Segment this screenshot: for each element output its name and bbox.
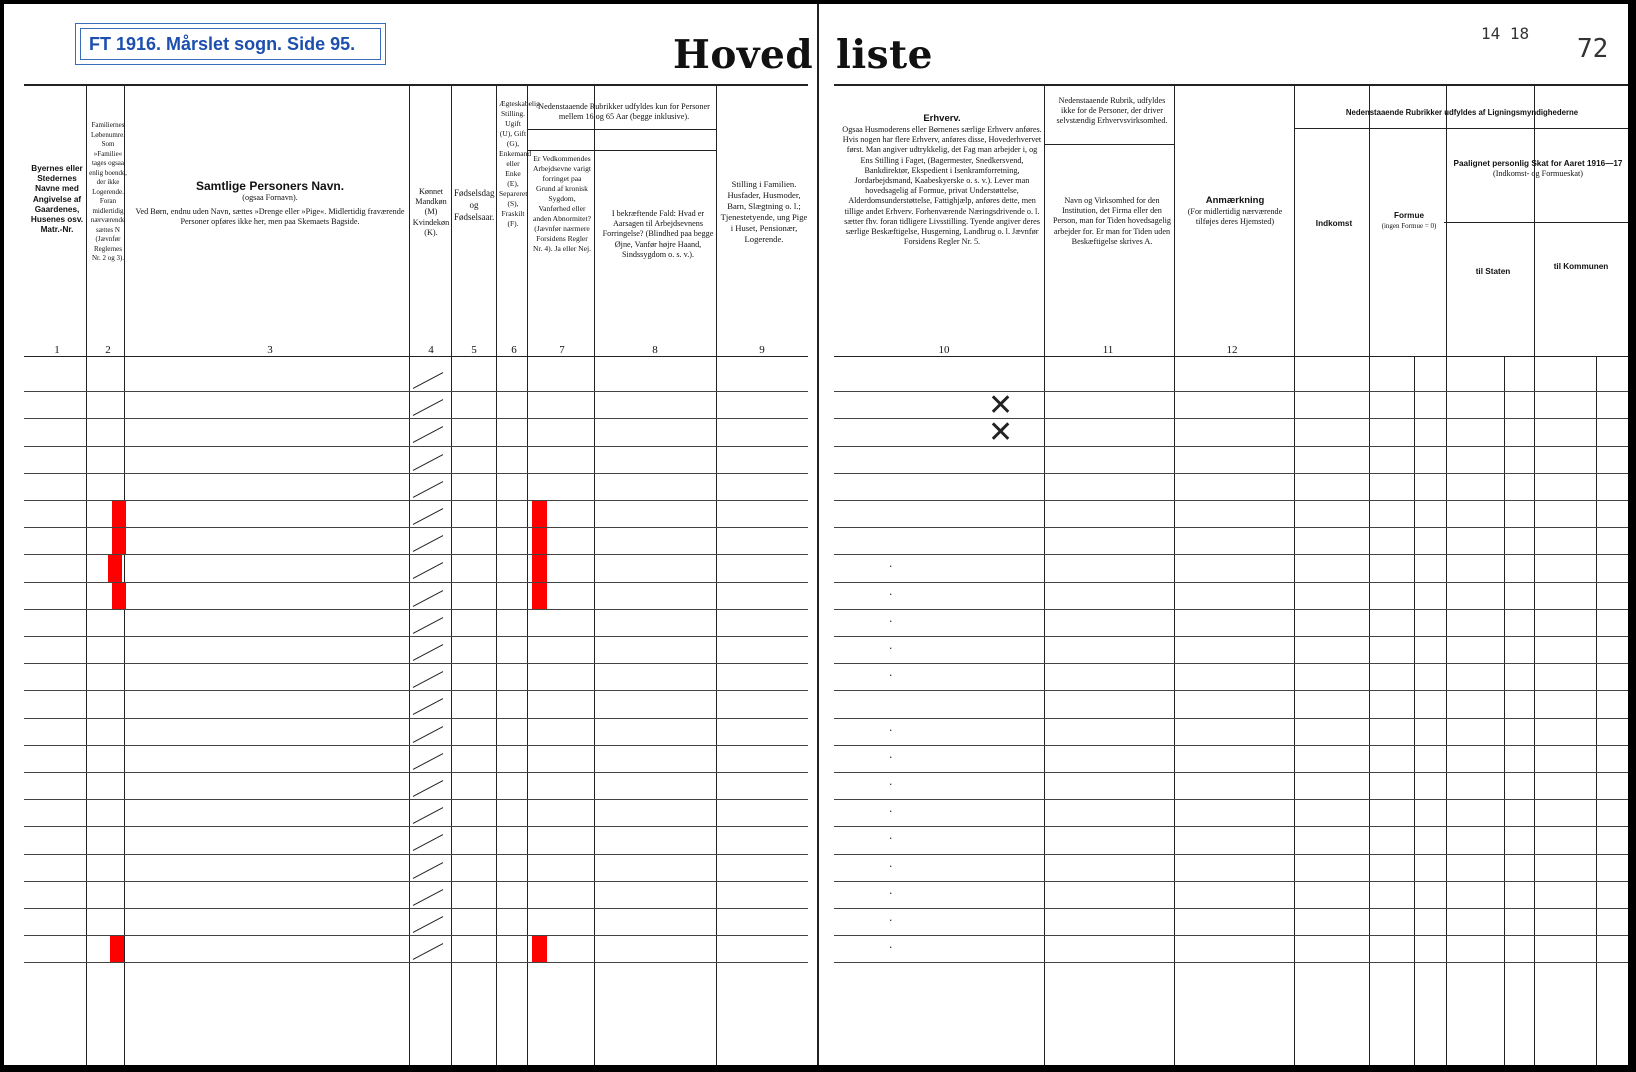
page-mark-small: 14 18 [1481, 24, 1530, 43]
row-rule [834, 636, 1628, 637]
row-rule [834, 554, 1628, 555]
row-rule [24, 582, 808, 583]
row-rule [834, 718, 1628, 719]
sex-stroke [413, 834, 443, 851]
column-number: 12 [1226, 344, 1238, 356]
row-rule [834, 826, 1628, 827]
row-rule [834, 690, 1628, 691]
row-rule [834, 745, 1628, 746]
header-col2: Familiernes Løbenumre. Som »Familie« tages ogsaa enlig boende, der ikke Logerende. Foran midlertidig nærværende sættes N (Jævnfør Reglernes Nr. 2 og 3). [89, 121, 127, 262]
sex-stroke [413, 481, 443, 498]
rule-line [834, 356, 1628, 357]
ditto-dots: · [889, 832, 893, 846]
row-rule [24, 690, 808, 691]
column-rule [1596, 356, 1597, 1065]
row-rule [24, 772, 808, 773]
column-number: 1 [54, 344, 60, 356]
sex-stroke [413, 590, 443, 607]
ditto-dots: · [889, 669, 893, 683]
row-rule [834, 908, 1628, 909]
sex-stroke [413, 726, 443, 743]
sex-stroke [413, 508, 443, 525]
rule-line [834, 84, 1628, 86]
row-rule [834, 881, 1628, 882]
column-number: 8 [652, 344, 658, 356]
column-rule [1446, 86, 1447, 1065]
row-rule [24, 391, 808, 392]
header-formue: Formue (ingen Formue = 0) [1381, 211, 1437, 231]
sex-stroke [413, 943, 443, 960]
row-rule [834, 500, 1628, 501]
redaction-mark [112, 501, 126, 527]
rule-line [1294, 128, 1628, 129]
row-rule [24, 473, 808, 474]
rule-line [24, 84, 808, 86]
column-rule [1504, 356, 1505, 1065]
row-rule [834, 582, 1628, 583]
caption-box [75, 23, 386, 65]
sex-stroke [413, 862, 443, 879]
row-rule [834, 854, 1628, 855]
column-rule [1534, 86, 1535, 1065]
row-rule [24, 908, 808, 909]
sex-stroke [413, 617, 443, 634]
row-rule [834, 663, 1628, 664]
row-rule [24, 663, 808, 664]
column-rule [409, 86, 410, 1065]
ditto-dots: · [889, 886, 893, 900]
redaction-mark [532, 936, 547, 962]
header-skat: Paalignet personlig Skat for Aaret 1916—17 (Indkomst- og Formueskat) [1453, 159, 1623, 179]
sex-stroke [413, 372, 443, 389]
strike-x-mark: ✕ [988, 388, 1014, 424]
row-rule [24, 636, 808, 637]
sex-stroke [413, 807, 443, 824]
header-col12: Anmærkning (For midlertidig nærværende tilføjes deres Hjemsted) [1187, 195, 1283, 227]
column-number: 5 [471, 344, 477, 356]
column-number: 2 [105, 344, 111, 356]
sex-stroke [413, 426, 443, 443]
ditto-dots: · [889, 778, 893, 791]
column-rule [86, 86, 87, 1065]
header-col7-8-top: Nedenstaaende Rubrikker udfyldes kun for Personer mellem 16 og 65 Aar (begge inklusive). [538, 102, 710, 122]
header-col8: I bekræftende Fald: Hvad er Aarsagen til Arbejdsevnens Forringelse? (Blindhed paa begge Øjne, Vanfør højre Haand, Sindssygdom o. s. v.). [602, 209, 714, 259]
title-liste: liste [836, 32, 933, 78]
row-rule [24, 527, 808, 528]
column-number: 6 [511, 344, 517, 356]
column-number: 4 [428, 344, 434, 356]
ditto-dots: · [889, 750, 893, 764]
row-rule [834, 527, 1628, 528]
row-rule [24, 418, 808, 419]
header-col3: Samtlige Personers Navn. (ogsaa Fornavn). Ved Børn, endnu uden Navn, sættes »Drenge eller »Pige«. Midlertidig fraværende Personer opføres ikke her, men paa Skemaets Bagside. [135, 179, 405, 227]
redaction-mark [532, 555, 547, 581]
sex-stroke [413, 562, 443, 579]
header-col6: Ægteskabelig Stilling. Ugift (U), Gift (G), Enkemand eller Enke (E), Separeret (S), Fraskilt (F). [499, 99, 540, 228]
column-rule [817, 4, 819, 1065]
sex-stroke [413, 644, 443, 661]
rule-line [24, 356, 808, 357]
rule-line [1044, 144, 1174, 145]
row-rule [24, 854, 808, 855]
row-rule [834, 473, 1628, 474]
row-rule [24, 745, 808, 746]
header-tax-top: Nedenstaaende Rubrikker udfyldes af Ligningsmyndighederne [1345, 108, 1579, 117]
ditto-dots: · [889, 805, 893, 819]
ditto-dots: · [889, 614, 893, 628]
row-rule [834, 418, 1628, 419]
row-rule [24, 881, 808, 882]
header-col11: Navn og Virksomhed for den Institution, det Firma eller den Person, man for Tiden hovedsagelig arbejder for. Er man for Tiden uden Beskæftigelse skrives A. [1052, 196, 1172, 246]
column-rule [1369, 86, 1370, 1065]
sex-stroke [413, 671, 443, 688]
redaction-mark [110, 936, 124, 962]
redaction-mark [532, 583, 547, 609]
ditto-dots: · [889, 859, 893, 873]
row-rule [24, 609, 808, 610]
header-col4: Kønnet Mandkøn (M) Kvindekøn (K). [412, 187, 450, 237]
row-rule [834, 799, 1628, 800]
ditto-dots: · [889, 941, 893, 955]
redaction-mark [532, 501, 547, 527]
row-rule [24, 799, 808, 800]
header-col9: Stilling i Familien. Husfader, Husmoder, Barn, Slægtning o. l.; Tjenestetyende, ung Pige i Huset, Pensionær, Logerende. [720, 179, 808, 244]
redaction-mark [112, 583, 126, 609]
column-rule [496, 86, 497, 1065]
column-number: 9 [759, 344, 765, 356]
row-rule [24, 935, 808, 936]
row-rule [24, 962, 808, 963]
sex-stroke [413, 535, 443, 552]
column-rule [527, 86, 528, 1065]
column-rule [1044, 86, 1045, 1065]
row-rule [24, 718, 808, 719]
sex-stroke [413, 753, 443, 770]
row-rule [24, 500, 808, 501]
row-rule [834, 772, 1628, 773]
header-col11-top: Nedenstaaende Rubrik, udfyldes ikke for de Personer, der driver selvstændig Erhvervsvirksomhed. [1056, 96, 1168, 126]
row-rule [834, 935, 1628, 936]
sex-stroke [413, 889, 443, 906]
sex-stroke [413, 698, 443, 715]
sex-stroke [413, 399, 443, 416]
row-rule [24, 826, 808, 827]
column-number: 3 [267, 344, 273, 356]
redaction-mark [108, 555, 122, 581]
rule-line [527, 129, 716, 130]
sex-stroke [413, 780, 443, 797]
ditto-dots: · [889, 560, 893, 574]
column-number: 10 [938, 344, 950, 356]
census-sheet [4, 4, 1628, 1065]
column-rule [594, 86, 595, 1065]
sex-stroke [413, 916, 443, 933]
header-til-kommunen: til Kommunen [1553, 262, 1609, 271]
column-number: 11 [1102, 344, 1114, 356]
rule-line [1444, 222, 1628, 223]
row-rule [834, 391, 1628, 392]
header-col10: Erhverv. Ogsaa Husmoderens eller Børnenes særlige Erhverv anføres. Hvis nogen har flere Erhverv, anføres disse, Hovederhvervet først. Man angiver udtrykkelig, det Fag man arbejder i, og Ens Stilling i Faget, (Bagermester, Snedkersvend, Bankdirektør, Ekspedient i Isenkramforretning, Jordarbejdsmand, Kaabeskyerske o. s. v.). Lever man hovedsagelig af Formue, privat Understøttelse, Alderdomsunderstøttelse, Fattighjælp, anføres dette, men tillige andet Erhverv. Forhenværende Næringsdrivende o. l. sætter fhv. foran tidligere Livsstilling. Tyende angiver deres særlige Beskæftigelse, Husgerning, Landbrug o. l. Jævnfør Forsidens Regler Nr. 5. [842, 113, 1042, 247]
row-rule [834, 962, 1628, 963]
strike-x-mark: ✕ [988, 415, 1014, 451]
header-til-staten: til Staten [1475, 267, 1511, 276]
header-col1: Byernes eller Stedernes Navne med Angivelse af Gaardenes, Husenes osv. Matr.-Nr. [30, 164, 84, 235]
row-rule [834, 609, 1628, 610]
row-rule [24, 554, 808, 555]
header-indkomst: Indkomst [1315, 219, 1353, 228]
ditto-dots: · [889, 642, 893, 655]
column-rule [1294, 86, 1295, 1065]
page-number: 72 [1577, 34, 1609, 64]
ditto-dots: · [889, 914, 893, 927]
redaction-mark [532, 528, 547, 554]
row-rule [834, 446, 1628, 447]
ditto-dots: · [889, 587, 893, 601]
redaction-mark [112, 528, 126, 554]
sex-stroke [413, 454, 443, 471]
caption-text: FT 1916. Mårslet sogn. Side 95. [80, 28, 381, 60]
header-col5: Fødselsdag og Fødselsaar. [454, 188, 495, 222]
column-rule [451, 86, 452, 1065]
column-rule [1174, 86, 1175, 1065]
row-rule [24, 446, 808, 447]
column-number: 7 [559, 344, 565, 356]
rule-line [527, 150, 716, 151]
header-col7: Er Vedkommendes Arbejdsevne varigt forringet paa Grund af kronisk Sygdom, Vanførhed eller anden Abnormitet? (Jævnfør nærmere Forsidens Regler Nr. 4). Ja eller Nej. [533, 154, 591, 253]
column-rule [1414, 356, 1415, 1065]
title-hoved: Hoved [673, 32, 814, 78]
ditto-dots: · [889, 723, 893, 737]
